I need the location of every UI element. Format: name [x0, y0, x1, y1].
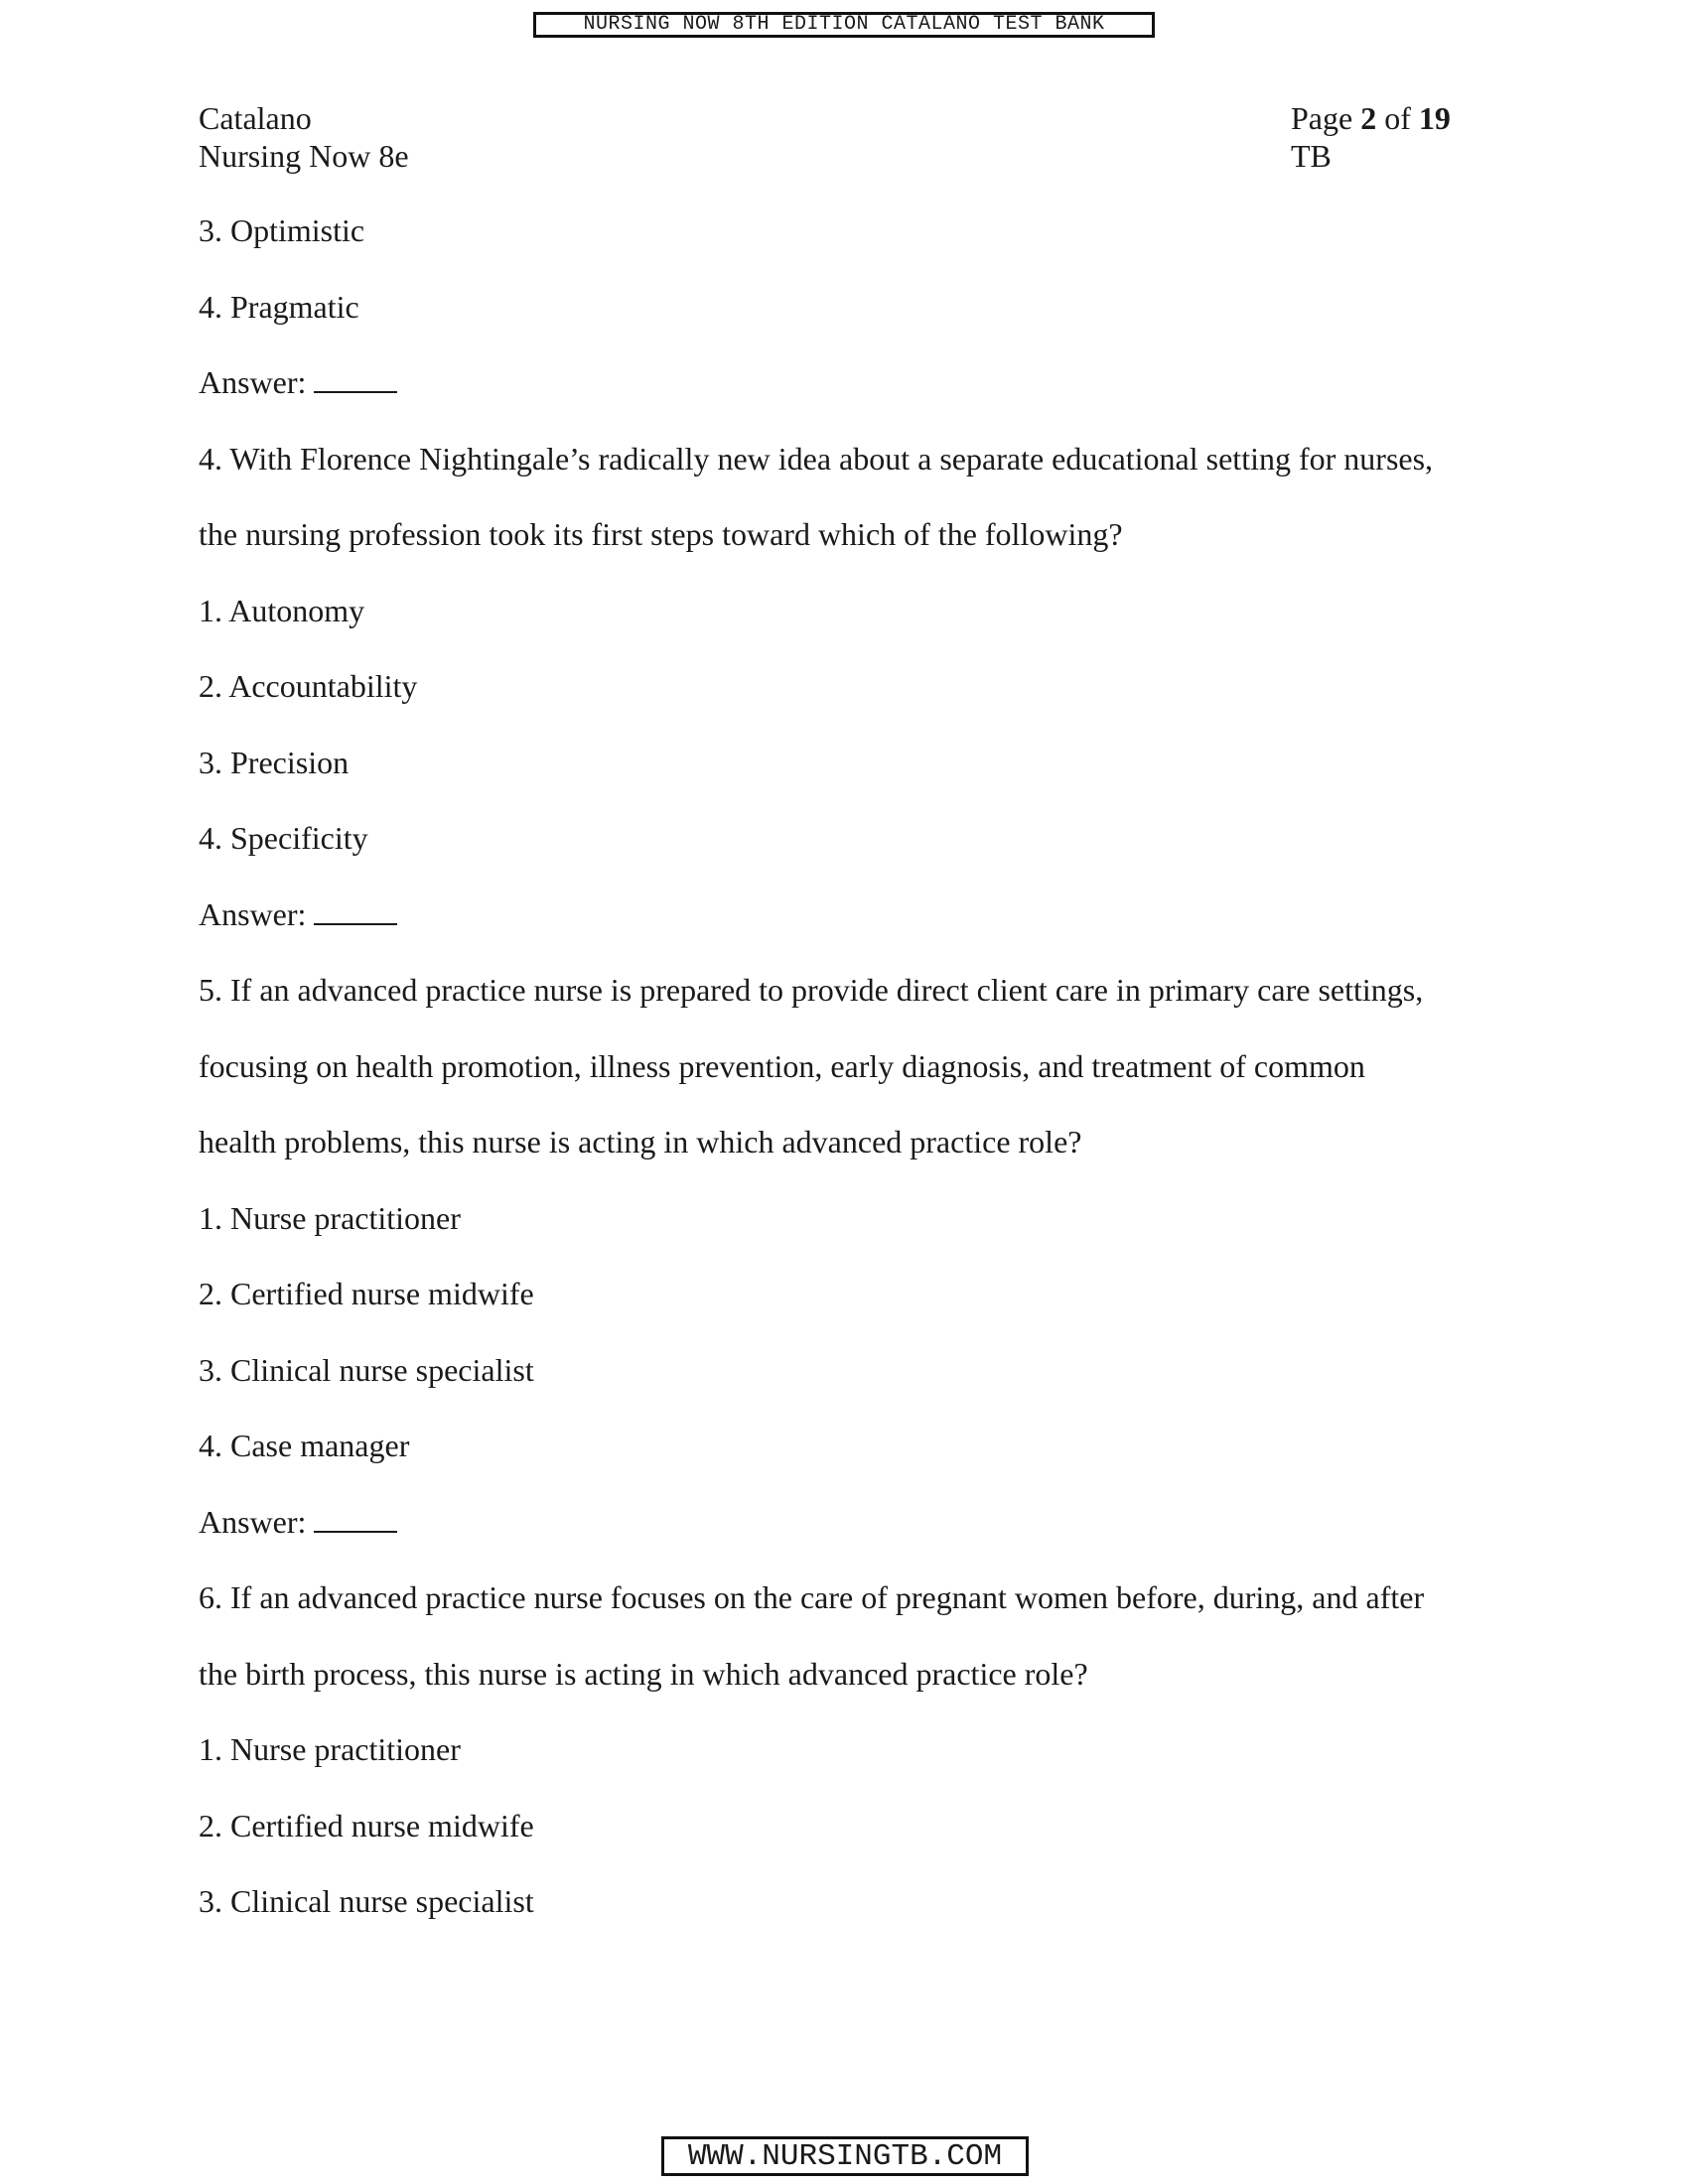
- q5-option-2: 2. Certified nurse midwife: [199, 1276, 534, 1311]
- page-total: 19: [1418, 100, 1451, 136]
- q6-option-3: 3. Clinical nurse specialist: [199, 1883, 534, 1919]
- q5-option-1: 1. Nurse practitioner: [199, 1199, 461, 1236]
- q3-answer: [199, 360, 1509, 437]
- header-book-title: Nursing Now 8e: [199, 138, 409, 174]
- question-body: [199, 208, 1509, 1956]
- q4-stem-line-2: the nursing profession took its first steps toward which of the following?: [199, 516, 1123, 552]
- top-banner: NURSING NOW 8TH EDITION CATALANO TEST BANK: [533, 12, 1155, 38]
- q4-option-3: 3. Precision: [199, 744, 350, 780]
- answer-blank: [314, 897, 397, 925]
- running-header-left: [199, 99, 409, 175]
- q5-stem-line-3: health problems, this nurse is acting in which advanced practice role?: [199, 1124, 1082, 1160]
- answer-label: Answer:: [199, 895, 307, 932]
- answer-blank: [314, 1505, 397, 1533]
- page-of: of: [1384, 100, 1411, 136]
- header-author: Catalano: [199, 100, 312, 136]
- q4-option-2: 2. Accountability: [199, 668, 418, 704]
- q3-option-4: 4. Pragmatic: [199, 288, 359, 325]
- q6-stem-line-2: the birth process, this nurse is acting in which advanced practice role?: [199, 1655, 1088, 1692]
- q5-stem-line-1: 5. If an advanced practice nurse is prepared to provide direct client care in primary care settings,: [199, 972, 1424, 1008]
- answer-label: Answer:: [199, 364, 307, 400]
- q6-option-2: 2. Certified nurse midwife: [199, 1807, 534, 1843]
- q5-answer: [199, 1500, 1509, 1576]
- q4-option-1: 1. Autonomy: [199, 592, 365, 628]
- page-current: 2: [1360, 100, 1377, 136]
- header-tb: TB: [1291, 138, 1332, 174]
- q5-stem-line-2: focusing on health promotion, illness prevention, early diagnosis, and treatment of common: [199, 1047, 1365, 1084]
- q4-option-4: 4. Specificity: [199, 820, 368, 856]
- q5-option-4: 4. Case manager: [199, 1428, 410, 1463]
- answer-label: Answer:: [199, 1503, 307, 1540]
- q6-option-1: 1. Nurse practitioner: [199, 1731, 461, 1767]
- q5-option-3: 3. Clinical nurse specialist: [199, 1351, 534, 1388]
- answer-blank: [314, 365, 397, 393]
- running-header-right: [1291, 99, 1451, 175]
- q4-answer: [199, 892, 1509, 969]
- page-number: [1291, 99, 1451, 137]
- q6-stem-line-1: 6. If an advanced practice nurse focuses on the care of pregnant women before, during, and after: [199, 1579, 1425, 1615]
- footer-website-banner: WWW.NURSINGTB.COM: [661, 2136, 1029, 2176]
- q4-stem-line-1: 4. With Florence Nightingale’s radically new idea about a separate educational setting for nurses,: [199, 440, 1434, 477]
- q3-option-3: 3. Optimistic: [199, 212, 365, 248]
- page-word: Page: [1291, 100, 1353, 136]
